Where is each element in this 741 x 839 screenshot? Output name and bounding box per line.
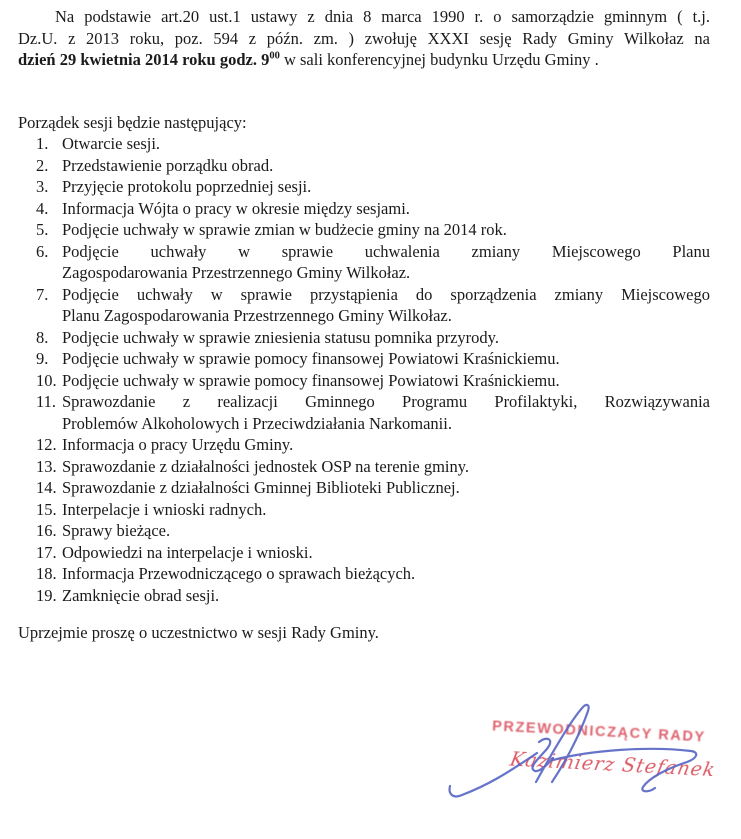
agenda-item-number: 8.: [36, 327, 49, 347]
agenda-item-number: 17.: [36, 542, 57, 562]
intro-line-2: Dz.U. z 2013 roku, poz. 594 z późn. zm. ) zwołuję XXXI sesję Rady Gminy Wilkołaz na: [18, 28, 710, 48]
session-datetime: dzień 29 kwietnia 2014 roku godz. 9: [18, 50, 270, 69]
agenda-item-number: 16.: [36, 521, 57, 540]
agenda-item-text: Sprawozdanie z działalności Gminnej Biblioteki Publicznej.: [62, 478, 460, 497]
agenda-item: [36, 477, 710, 499]
agenda-item-text: Podjęcie uchwały w sprawie pomocy finansowej Powiatowi Kraśnickiemu.: [62, 349, 560, 368]
agenda-item-text: Informacja o pracy Urzędu Gminy.: [62, 435, 294, 454]
agenda-item: [36, 348, 710, 370]
agenda-item-text: Podjęcie uchwały w sprawie uchwalenia zmiany Miejscowego Planu Zagospodarowania Przestrzennego Gminy Wilkołaz.: [62, 241, 710, 282]
agenda-item-text: Interpelacje i wnioski radnych.: [62, 499, 267, 519]
agenda-item-text: Sprawozdanie z działalności jednostek OSP na terenie gminy.: [62, 456, 470, 476]
agenda-item: [36, 456, 710, 478]
session-time-superscript: 00: [269, 50, 280, 62]
agenda-item-number: 5.: [36, 220, 49, 239]
agenda-item-text: Sprawy bieżące.: [62, 521, 171, 540]
agenda-item-number: 15.: [36, 499, 57, 519]
agenda-item: [36, 499, 710, 521]
agenda-item: [36, 155, 710, 177]
agenda-item: [36, 241, 710, 284]
agenda-item-text: Sprawozdanie z realizacji Gminnego Programu Profilaktyki, Rozwiązywania Problemów Alkoholowych i Przeciwdziałania Narkomanii.: [62, 392, 710, 433]
intro-line-1: Na podstawie art.20 ust.1 ustawy z dnia 8 marca 1990 r. o samorządzie gminnym ( t.j.: [55, 7, 710, 26]
agenda-item: [36, 585, 710, 607]
agenda-item: [36, 520, 710, 542]
agenda-item-text: Informacja Przewodniczącego o sprawach bieżących.: [62, 564, 416, 583]
agenda-item-text: Podjęcie uchwały w sprawie przystąpienia do sporządzenia zmiany Miejscowego Planu Zagospodarowania Przestrzennego Gminy Wilkołaz.: [62, 284, 710, 325]
intro-line-3: [18, 49, 710, 71]
agenda-item-number: 11.: [36, 392, 57, 411]
agenda-item: [36, 542, 710, 564]
agenda-item-number: 6.: [36, 241, 49, 261]
agenda-list: [36, 133, 710, 606]
agenda-item-number: 4.: [36, 198, 49, 218]
agenda-item: [36, 176, 710, 198]
agenda-item-number: 13.: [36, 456, 57, 476]
agenda-item-text: Podjęcie uchwały w sprawie zniesienia statusu pomnika przyrody.: [62, 327, 499, 347]
closing-line: Uprzejmie proszę o uczestnictwo w sesji Rady Gminy.: [18, 623, 379, 642]
agenda-item-number: 12.: [36, 435, 57, 454]
pen-stroke-tail: [553, 749, 696, 791]
agenda-item-text: Przyjęcie protokolu poprzedniej sesji.: [62, 177, 312, 196]
agenda-item-number: 10.: [36, 370, 57, 390]
intro-paragraph: [18, 6, 710, 71]
pen-stroke-sweep: [450, 753, 537, 796]
agenda-item-text: Informacja Wójta o pracy w okresie między sesjami.: [62, 198, 410, 218]
agenda-item-text: Podjęcie uchwały w sprawie zmian w budżecie gminy na 2014 rok.: [62, 220, 507, 239]
agenda-item: [36, 327, 710, 349]
agenda-item-number: 7.: [36, 284, 49, 304]
agenda-item: [36, 434, 710, 456]
stamp-title: PRZEWODNICZĄCY RADY: [491, 718, 707, 746]
pen-signature: [440, 698, 730, 828]
agenda-item: [36, 370, 710, 392]
agenda-item-text: Przedstawienie porządku obrad.: [62, 155, 274, 175]
agenda-title: Porządek sesji będzie następujący:: [18, 112, 247, 132]
agenda-item-text: Odpowiedzi na interpelacje i wnioski.: [62, 542, 313, 562]
agenda-item-number: 2.: [36, 155, 49, 175]
agenda-item: [36, 133, 710, 155]
agenda-item: [36, 284, 710, 327]
agenda-item-number: 3.: [36, 177, 49, 196]
agenda-item: [36, 391, 710, 434]
agenda-item-text: Zamknięcie obrad sesji.: [62, 585, 220, 605]
agenda-item: [36, 198, 710, 220]
stamp-signature-name: Kazimierz Stefanek: [508, 748, 718, 782]
agenda-item-number: 18.: [36, 564, 57, 583]
agenda-item-number: 14.: [36, 478, 57, 497]
agenda-item-number: 9.: [36, 349, 49, 368]
pen-stroke-slash: [536, 705, 589, 782]
agenda-item-number: 1.: [36, 134, 49, 153]
agenda-item-text: Podjęcie uchwały w sprawie pomocy finansowej Powiatowi Kraśnickiemu.: [62, 370, 560, 390]
agenda-item: [36, 563, 710, 585]
intro-line-3-rest: w sali konferencyjnej budynku Urzędu Gminy .: [279, 50, 599, 69]
agenda-item-number: 19.: [36, 585, 57, 605]
agenda-item-text: Otwarcie sesji.: [62, 134, 161, 153]
chairman-stamp-block: [440, 698, 730, 828]
agenda-item: [36, 219, 710, 241]
